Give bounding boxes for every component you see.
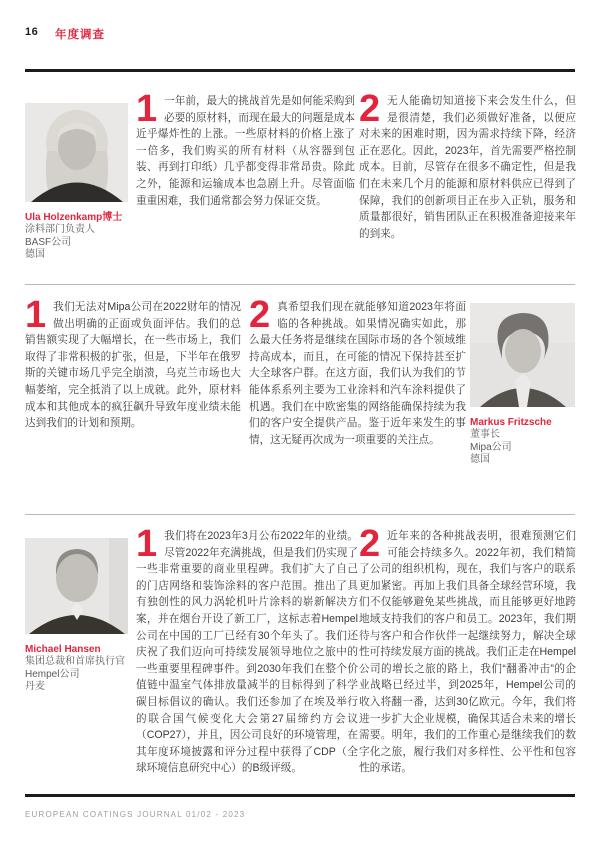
answer-number: 1: [136, 88, 158, 130]
answer-number: 1: [25, 294, 47, 336]
answer-text: 近年来的各种挑战表明，很难预测它们可能会持续多久。2022年初，我们精简了公司的组织机构，现在，我们与客户的联系更加紧密。再加上我们具备全球经营环境，我们不仅能够避免某些挑战，而且能够更好地跨地域支持我们的客户和员工。2023年，我们期待与客户和合作伙伴一起继续努力，解决全球性可持续发展方面的挑战。我们正走在Hempel公司的增长之旅的路上，我们“翻番冲击”的企业战略已经过半，到2025年，Hempel公司的收入将翻一番，达到30亿欧元。今年，我们将进一步扩大企业规模，确保其适合未来的增长需要。明年，我们的工作重心是继续我们的数字化之旅，履行我们对多样性、公平性和包容性的承诺。: [359, 530, 576, 775]
answer-text: 我们无法对Mipa公司在2022财年的情况做出明确的正面或负面评估。我们的总销售额实现了大幅增长，在一些市场上，我们取得了非常积极的扩张，但是，下半年在俄罗斯的关键市场几乎完全崩溃，乌克兰市场也大幅萎缩，完全抵消了以上成就。此外，原材料成本和其他成本的疯狂飙升导致年度业绩未能达到我们的计划和预期。: [25, 301, 241, 430]
answer-column: [25, 294, 241, 432]
answer-column: [249, 294, 466, 448]
section-divider: [25, 514, 575, 515]
portrait-photo: [25, 103, 128, 202]
answer-block: [249, 294, 466, 448]
answer-block: [25, 294, 241, 432]
answer-column: [136, 88, 355, 209]
answer-text: 真希望我们现在就能够知道2023年将面临的各种挑战。如果情况确实如此，那么最大任务将是继续在国际市场的各个领域维持高成本，而且，在可能的情况下保持甚至扩大全球客户群。在这方面，我们认为我们的节能体系系列主要为工业涂料和汽车涂料提供了机遇。我们在中欧密集的网络能确保持续为我们的客户安全提供产品。鉴于近年来发生的事情，这无疑再次成为一项重要的关注点。: [249, 301, 466, 446]
answer-text: 我们将在2023年3月公布2022年的业绩。尽管2022年充满挑战，但是我们仍实现了一些非常重要的商业里程碑。我们扩大了自己的门店网络和装饰涂料的客户范围。推出了具有独创性的风力涡轮机叶片涂料的崭新解决方案，并在烟台开设了新工厂，这标志着Hempel公司在中国的工厂已经有30个年头了。我们还庆祝了我们迈向可持续发展领导地位之旅中的一些重要里程碑事件。到2030年我们在整个价值链中温室气体排放量减半的目标得到了科学碳目标倡议的确认。我们还参加了在埃及举行的联合国气候变化大会第27届缔约方会议（COP27），并且，因公司良好的环境管理，在其年度环境披露和评分过程中获得了CDP（全球环境信息研究中心）的B级评级。: [136, 530, 358, 775]
portrait-photo: [25, 538, 128, 634]
section-divider: [25, 284, 575, 285]
person-company: BASF公司: [25, 236, 72, 248]
person-company: Mipa公司: [470, 441, 512, 453]
answer-block: [136, 523, 358, 777]
answer-block: [359, 523, 576, 777]
person-company: Hempel公司: [25, 668, 80, 680]
person-role: 集团总裁和首席执行官: [25, 656, 125, 667]
footer-rule: [25, 794, 575, 797]
person-country: 德国: [25, 249, 45, 260]
answer-column: [359, 88, 576, 242]
answer-number: 2: [359, 88, 381, 130]
answer-text: 一年前，最大的挑战首先是如何能采购到必要的原材料，而现在最大的问题是成本近乎爆炸性的上涨。一些原材料的价格上涨了一倍多，我们购买的所有材料（从容器到包装、再到打印纸）几乎都变得非常昂贵。除此之外，能源和运输成本也急剧上升。尽管面临重重困难，我们通常都会努力保证交货。: [136, 95, 355, 207]
page-title: 年度调查: [55, 29, 105, 41]
answer-column: [136, 523, 358, 777]
answer-number: 1: [136, 523, 158, 565]
answer-number: 2: [359, 523, 381, 565]
journal-footer: EUROPEAN COATINGS JOURNAL 01/02 - 2023: [25, 810, 246, 819]
person-name: Michael Hansen: [25, 644, 101, 655]
person-name: Ula Holzenkamp博士: [25, 212, 123, 223]
profile-figure: [25, 103, 128, 262]
person-country: 德国: [470, 454, 490, 465]
answer-block: [359, 88, 576, 242]
answer-number: 2: [249, 294, 271, 336]
portrait-photo: [470, 303, 575, 407]
person-name: Markus Fritzsche: [470, 417, 552, 428]
header-rule: [25, 69, 575, 72]
person-country: 丹麦: [25, 681, 45, 692]
answer-text: 无人能确切知道接下来会发生什么，但是很清楚，我们必须做好准备，以便应对未来的困难时期，因为需求持续下降，经济正在恶化。因此，2023年，首先需要严格控制成本。目前，尽管存在很多不确定性，但是我们在未来几个月的能源和原材料供应已得到了保障，我们的创新项目正在步入正轨，服务和质量都很好，销售团队正在积极准备迎接来年的到来。: [359, 95, 576, 240]
person-role: 董事长: [470, 429, 500, 440]
profile-figure: [25, 538, 128, 694]
page-number: 16: [25, 26, 39, 38]
answer-column: [359, 523, 576, 777]
profile-figure: [470, 303, 575, 467]
person-role: 涂料部门负责人: [25, 224, 95, 235]
answer-block: [136, 88, 355, 209]
